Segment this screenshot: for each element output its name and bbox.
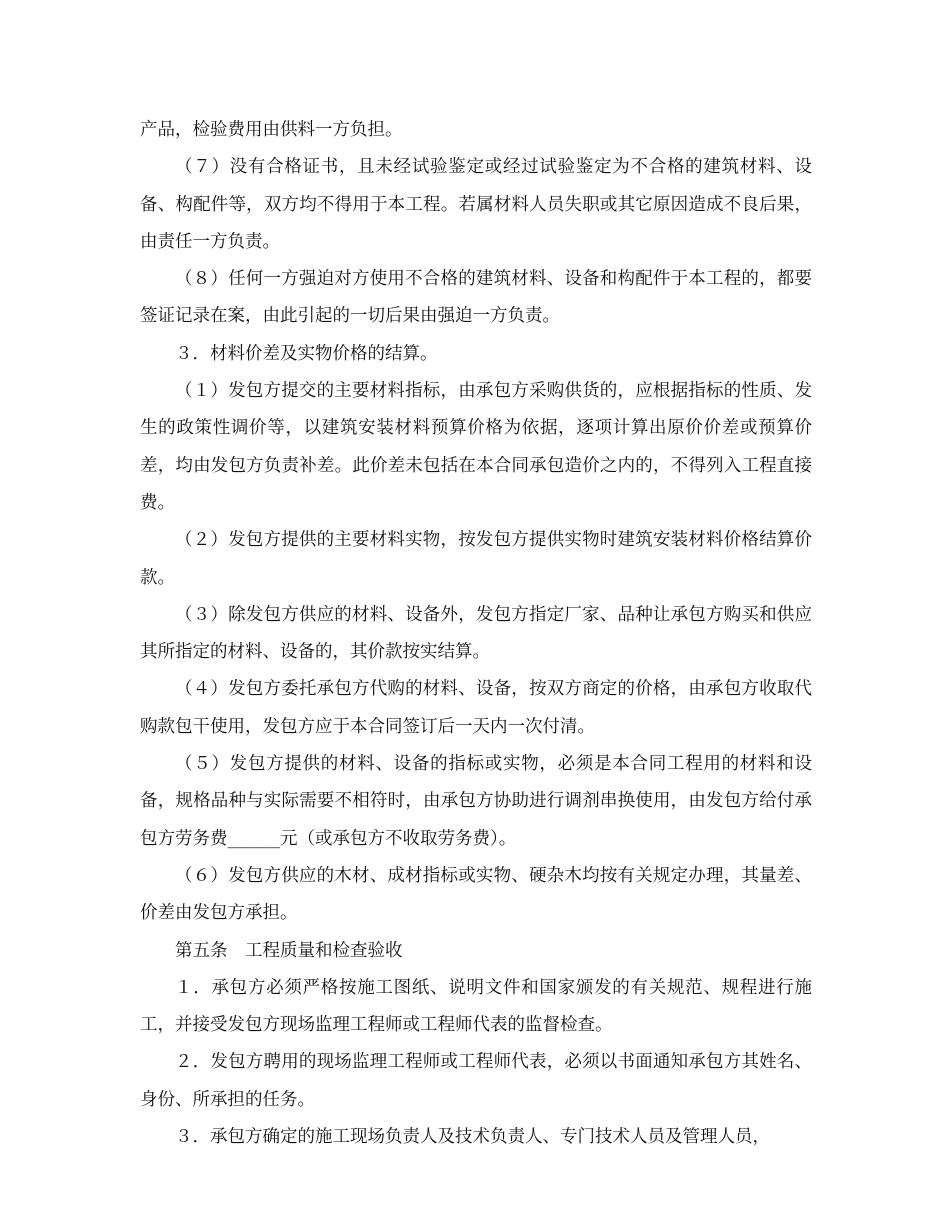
paragraph-continuation: 产品，检验费用由供料一方负担。 (140, 120, 403, 140)
paragraph-item-5: （５）发包方提供的材料、设备的指标或实物，必须是本合同工程用的材料和设备，规格品种与实际需要不相符时，由承包方协助进行调剂串换使用，由发包方给付承包方劳务费______元（或承包方不收取劳务费）。 (140, 754, 812, 849)
paragraph-section-3: ３．材料价差及实物价格的结算。 (175, 343, 438, 364)
paragraph-item-3: （３）除发包方供应的材料、设备外，发包方指定厂家、品种让承包方购买和供应其所指定的材料、设备的，其价款按实结算。 (140, 604, 812, 663)
article-heading: 第五条 工程质量和检查验收 (175, 940, 403, 961)
paragraph-item-2: （２）发包方提供的主要材料实物，按发包方提供实物时建筑安装材料价格结算价款。 (140, 530, 812, 588)
paragraph-item-7: （７）没有合格证书，且未经试验鉴定或经过试验鉴定为不合格的建筑材料、设备、构配件等，双方均不得用于本工程。若属材料人员失职或其它原因造成不良后果，由责任一方负责。 (140, 157, 812, 252)
paragraph-clause-2: ２．发包方聘用的现场监理工程师或工程师代表，必须以书面通知承包方其姓名、身份、所承担的任务。 (140, 1052, 812, 1110)
paragraph-item-1: （１）发包方提交的主要材料指标，由承包方采购供货的，应根据指标的性质、发生的政策性调价等，以建筑安装材料预算价格为依据，逐项计算出原价价差或预算价差，均由发包方负责补差。此价差未包括在本合同承包造价之内的，不得列入工程直接费。 (140, 381, 812, 513)
paragraph-clause-1: １．承包方必须严格按施工图纸、说明文件和国家颁发的有关规范、规程进行施工，并接受发包方现场监理工程师或工程师代表的监督检查。 (140, 977, 812, 1036)
paragraph-clause-3: ３．承包方确定的施工现场负责人及技术负责人、专门技术人员及管理人员， (175, 1127, 770, 1148)
paragraph-item-8: （８）任何一方强迫对方使用不合格的建筑材料、设备和构配件于本工程的，都要签证记录在案，由此引起的一切后果由强迫一方负责。 (140, 269, 812, 327)
paragraph-item-4: （４）发包方委托承包方代购的材料、设备，按双方商定的价格，由承包方收取代购款包干使用，发包方应于本合同签订后一天内一次付清。 (140, 679, 812, 737)
paragraph-item-6: （６）发包方供应的木材、成材指标或实物、硬杂木均按有关规定办理，其量差、价差由发包方承担。 (140, 865, 812, 924)
document-body (140, 112, 812, 1156)
